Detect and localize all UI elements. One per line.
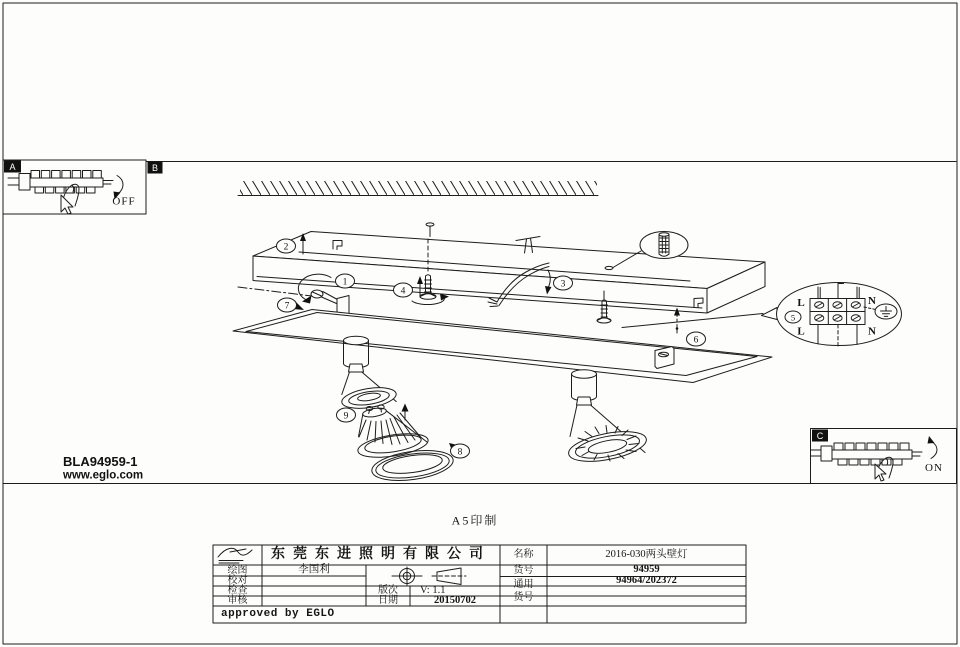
- check-value: [262, 586, 366, 596]
- callout-4: [394, 283, 413, 297]
- universal-no-label: 通用 货号: [513, 578, 534, 603]
- company-name: 东莞东进照明有限公司: [271, 547, 491, 562]
- panel-b-tag: [148, 162, 163, 174]
- panel-c-label: C: [816, 430, 824, 441]
- callout-9: [337, 408, 356, 422]
- terminal-label-n-bottom: N: [868, 325, 876, 338]
- item-no-label: 货号: [513, 564, 534, 576]
- terminal-strip-on: [811, 443, 922, 465]
- universal-no-value: 94964/202372: [616, 575, 677, 587]
- projection-symbol-icon: [392, 567, 466, 585]
- svg-text:3: 3: [560, 279, 566, 290]
- panel-b-label: B: [151, 162, 159, 173]
- callout-6: [687, 332, 706, 346]
- svg-text:4: 4: [400, 286, 406, 297]
- pressing-hand-icon: [875, 457, 893, 481]
- approved-note: approved by EGLO: [221, 608, 335, 620]
- callout-8: [451, 444, 470, 458]
- plate-tab: [655, 347, 674, 369]
- terminal-strip-off: [8, 171, 113, 194]
- panel-a-label: A: [9, 161, 16, 172]
- svg-text:9: 9: [343, 411, 349, 422]
- drawn-value: 李国利: [298, 564, 330, 576]
- callout-3: [554, 276, 573, 290]
- spot-lamp-left: [340, 336, 455, 485]
- callout-7: [278, 298, 297, 312]
- insert-bulb-arrow: [402, 404, 409, 421]
- svg-text:6: 6: [693, 335, 699, 346]
- callout-5: [785, 311, 801, 323]
- svg-text:1: 1: [342, 277, 348, 288]
- terminal-detail-balloon: [762, 283, 902, 348]
- svg-text:7: 7: [284, 301, 290, 312]
- proofread-value: [262, 576, 366, 586]
- check-label: 检查: [227, 585, 248, 596]
- callout-2: [277, 239, 296, 253]
- date-label: 日期: [378, 595, 398, 606]
- print-format-note: A5印制: [451, 513, 499, 528]
- drawing-code: BLA94959-1: [63, 454, 138, 469]
- on-label: ON: [925, 462, 943, 474]
- svg-text:5: 5: [790, 312, 796, 323]
- anchor-detail-balloon: [640, 232, 688, 259]
- review-label: 审核: [227, 595, 248, 606]
- inset-c-panel: [811, 429, 957, 484]
- item-no-value: 94959: [633, 564, 660, 576]
- terminal-label-l-top: L: [797, 297, 805, 309]
- review-value: [262, 596, 366, 606]
- terminal-label-l-bottom: L: [797, 325, 805, 338]
- terminal-block-icon: [810, 284, 865, 348]
- svg-text:8: 8: [457, 447, 463, 458]
- company-logo: [218, 548, 252, 563]
- ceiling-hatch: [238, 181, 598, 196]
- version-value: V: 1.1: [420, 584, 446, 596]
- proofread-label: 校对: [227, 575, 248, 586]
- glass-ring-icon: [370, 446, 455, 485]
- name-label: 名称: [513, 549, 534, 560]
- rotate-on-arrow-icon: [928, 436, 938, 459]
- inset-a-panel: [3, 160, 146, 214]
- drawn-label: 绘图: [227, 564, 248, 576]
- name-value: 2016-030两头壁灯: [605, 548, 688, 560]
- version-label: 版次: [378, 585, 398, 596]
- spot-lamp-right: [566, 370, 649, 467]
- svg-text:2: 2: [283, 242, 289, 253]
- off-label: OFF: [112, 195, 136, 208]
- terminal-label-n-top: N: [868, 295, 876, 307]
- callout-1: [336, 274, 355, 288]
- date-value: 20150702: [434, 594, 476, 606]
- website-text: www.eglo.com: [63, 469, 144, 482]
